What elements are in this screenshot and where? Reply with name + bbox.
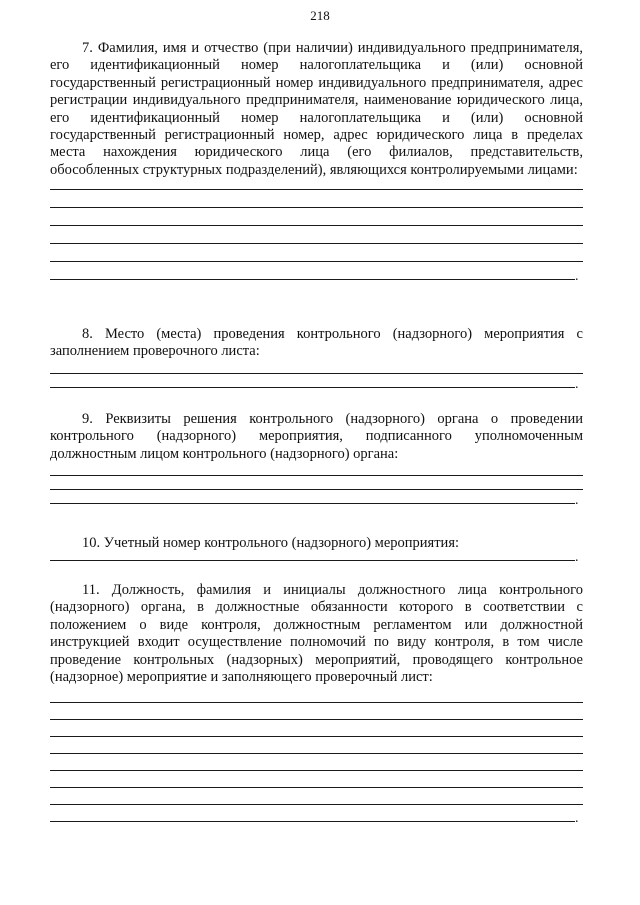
fill-line[interactable] (50, 489, 583, 490)
section-8-text: 8. Место (места) проведения контрольного (надзорного) мероприятия с заполнением проверочного листа: (50, 326, 583, 360)
section-7-text: 7. Фамилия, имя и отчество (при наличии) индивидуального предпринимателя, его идентификационный номер налогоплательщика и (или) основной государственный регистрационный номер индивидуального предпринимателя, адрес регистрации индивидуального предпринимателя, наименование юридического лица, его идентификационный номер налогоплательщика и (или) основной государственный регистрационный номер, адрес юридического лица в пределах места нахождения юридического лица (его филиалов, представительств, обособленных структурных подразделений), являющихся контролируемыми лицами: (50, 40, 583, 178)
line-end-period: . (575, 811, 579, 827)
fill-line[interactable] (50, 373, 583, 374)
line-end-period: . (575, 376, 579, 392)
fill-line[interactable] (50, 804, 583, 805)
section-11-official (50, 582, 583, 827)
fill-line-last[interactable] (50, 269, 579, 285)
section-10-fill-lines (50, 550, 583, 566)
section-10-registration-number (50, 535, 583, 566)
section-9-text: 9. Реквизиты решения контрольного (надзорного) органа о проведении контрольного (надзорного) мероприятия, подписанного уполномоченным должностным лицом контрольного (надзорного) органа: (50, 411, 583, 462)
section-9-fill-lines (50, 475, 583, 509)
section-8-place (50, 326, 583, 392)
fill-line[interactable] (50, 702, 583, 703)
section-10-text: 10. Учетный номер контрольного (надзорного) мероприятия: (82, 535, 460, 551)
section-11-text: 11. Должность, фамилия и инициалы должностного лица контрольного (надзорного) органа, в должностные обязанности которого в соответствии с положением о виде контроля, должностным регламентом или должностной инструкцией входит осуществление полномочий по виду контроля, в том числе проведение контрольных (надзорных) мероприятий, проводящего контрольное (надзорное) мероприятие и заполняющего проверочный лист: (50, 582, 583, 686)
fill-line-last[interactable] (50, 811, 579, 827)
fill-line-last[interactable] (50, 493, 579, 509)
fill-line[interactable] (50, 207, 583, 208)
section-8-fill-lines (50, 373, 583, 392)
fill-line-last[interactable] (50, 550, 579, 566)
page-number: 218 (310, 8, 330, 23)
fill-line[interactable] (50, 736, 583, 737)
fill-line[interactable] (50, 753, 583, 754)
fill-line[interactable] (50, 243, 583, 244)
fill-line[interactable] (50, 225, 583, 226)
section-11-fill-lines (50, 702, 583, 827)
fill-line-last[interactable] (50, 376, 579, 392)
section-7-controlled-persons (50, 40, 583, 285)
fill-line[interactable] (50, 261, 583, 262)
line-end-period: . (575, 550, 579, 566)
section-7-fill-lines (50, 189, 583, 285)
fill-line[interactable] (50, 787, 583, 788)
line-end-period: . (575, 493, 579, 509)
line-end-period: . (575, 269, 579, 285)
fill-line[interactable] (50, 189, 583, 190)
fill-line[interactable] (50, 475, 583, 476)
section-9-decision-details (50, 411, 583, 509)
fill-line[interactable] (50, 770, 583, 771)
fill-line[interactable] (50, 719, 583, 720)
